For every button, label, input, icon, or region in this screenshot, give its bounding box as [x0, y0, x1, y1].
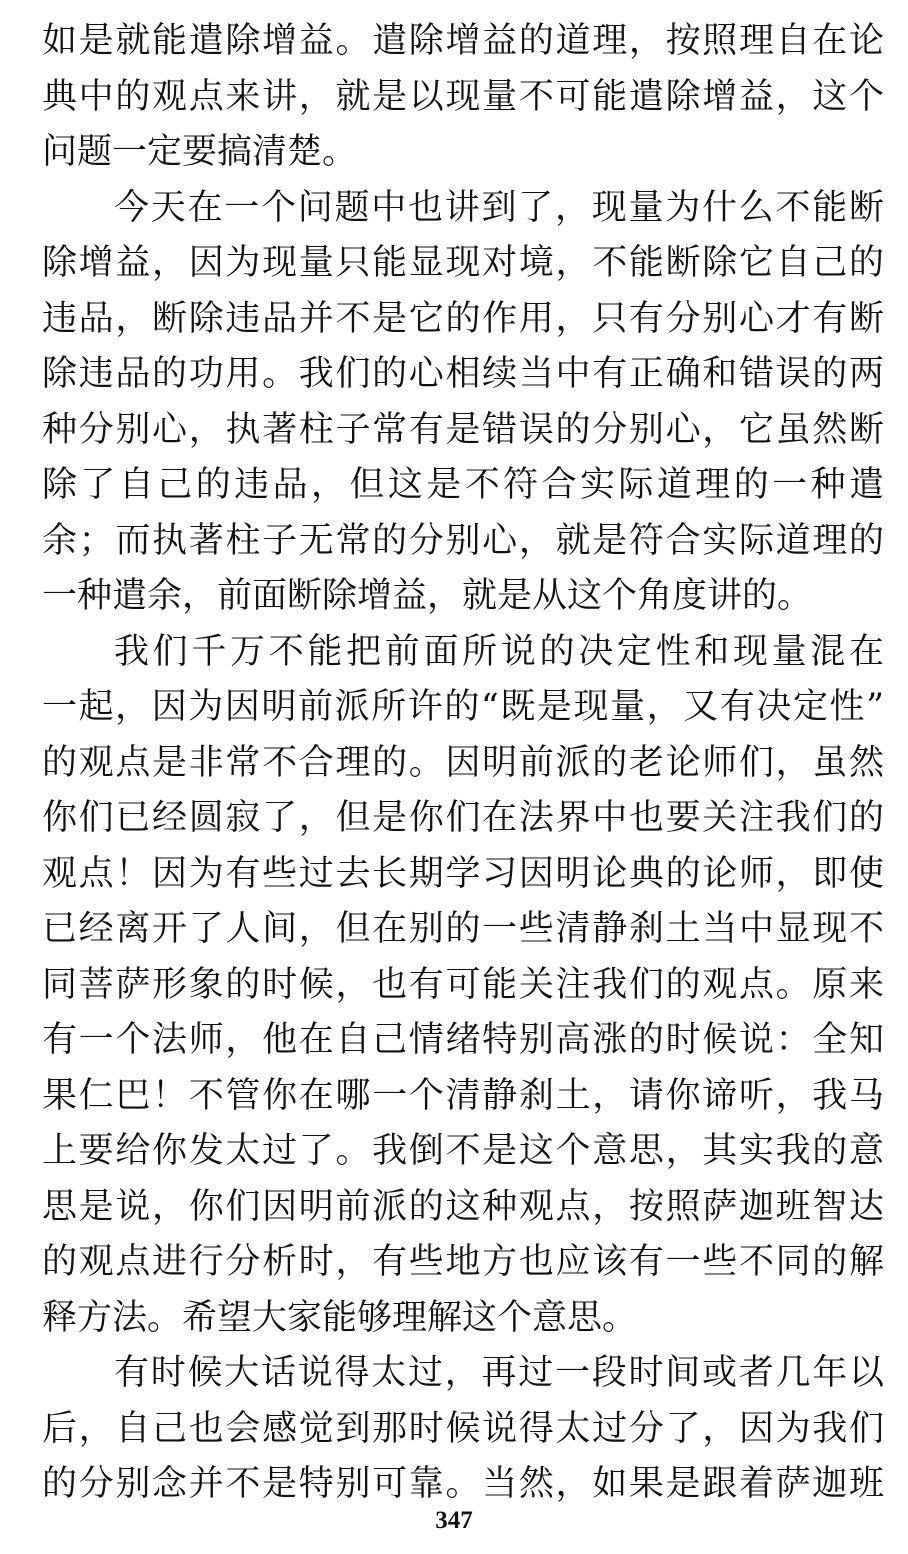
body-text — [42, 14, 884, 1513]
text-line: 同菩萨形象的时候，也有可能关注我们的观点。原来 — [42, 964, 884, 1005]
text-line: 问题一定要搞清楚。 — [42, 132, 358, 172]
text-line: 除违品的功用。我们的心相续当中有正确和错误的两 — [42, 354, 884, 394]
paragraph-start-line: 今天在一个问题中也讲到了，现量为什么不能断 — [114, 187, 884, 228]
page-number: 347 — [435, 1507, 473, 1534]
text-line: 余；而执著柱子无常的分别心，就是符合实际道理的 — [42, 520, 884, 561]
text-line: 除了自己的违品，但这是不符合实际道理的一种遣 — [42, 465, 884, 505]
text-line: 的观点是非常不合理的。因明前派的老论师们，虽然 — [42, 742, 884, 783]
text-line: 种分别心，执著柱子常有是错误的分别心，它虽然断 — [42, 409, 884, 450]
text-line: 有一个法师，他在自己情绪特别高涨的时候说：全知 — [42, 1020, 884, 1060]
text-line: 一种遣余，前面断除增益，就是从这个角度讲的。 — [42, 576, 813, 616]
paragraph-start-line: 有时候大话说得太过，再过一段时间或者几年以 — [114, 1353, 884, 1393]
text-line: 如是就能遣除增益。遣除增益的道理，按照理自在论 — [42, 21, 884, 61]
text-line: 已经离开了人间，但在别的一些清静刹土当中显现不 — [42, 909, 884, 949]
text-line: 的分别念并不是特别可靠。当然，如果是跟着萨迦班 — [42, 1464, 884, 1504]
text-line: 的观点进行分析时，有些地方也应该有一些不同的解 — [42, 1242, 884, 1282]
text-line: 你们已经圆寂了，但是你们在法界中也要关注我们的 — [42, 798, 884, 838]
paragraph-start-line: 我们千万不能把前面所说的决定性和现量混在 — [114, 631, 884, 672]
text-line: 观点！因为有些过去长期学习因明论典的论师，即使 — [42, 853, 884, 894]
text-line: 违品，断除违品并不是它的作用，只有分别心才有断 — [42, 298, 884, 339]
text-line: 上要给你发太过了。我倒不是这个意思，其实我的意 — [42, 1131, 884, 1171]
text-line: 释方法。希望大家能够理解这个意思。 — [42, 1297, 638, 1338]
text-line: 除增益，因为现量只能显现对境，不能断除它自己的 — [42, 243, 884, 283]
text-line: 果仁巴！不管你在哪一个清静刹土，请你谛听，我马 — [42, 1075, 884, 1116]
text-line: 思是说，你们因明前派的这种观点，按照萨迦班智达 — [42, 1186, 884, 1227]
text-line: 后，自己也会感觉到那时候说得太过分了，因为我们 — [42, 1408, 884, 1449]
text-line: 典中的观点来讲，就是以现量不可能遣除增益，这个 — [42, 76, 884, 117]
text-line: 一起，因为因明前派所许的“既是现量，又有决定性” — [42, 687, 884, 727]
